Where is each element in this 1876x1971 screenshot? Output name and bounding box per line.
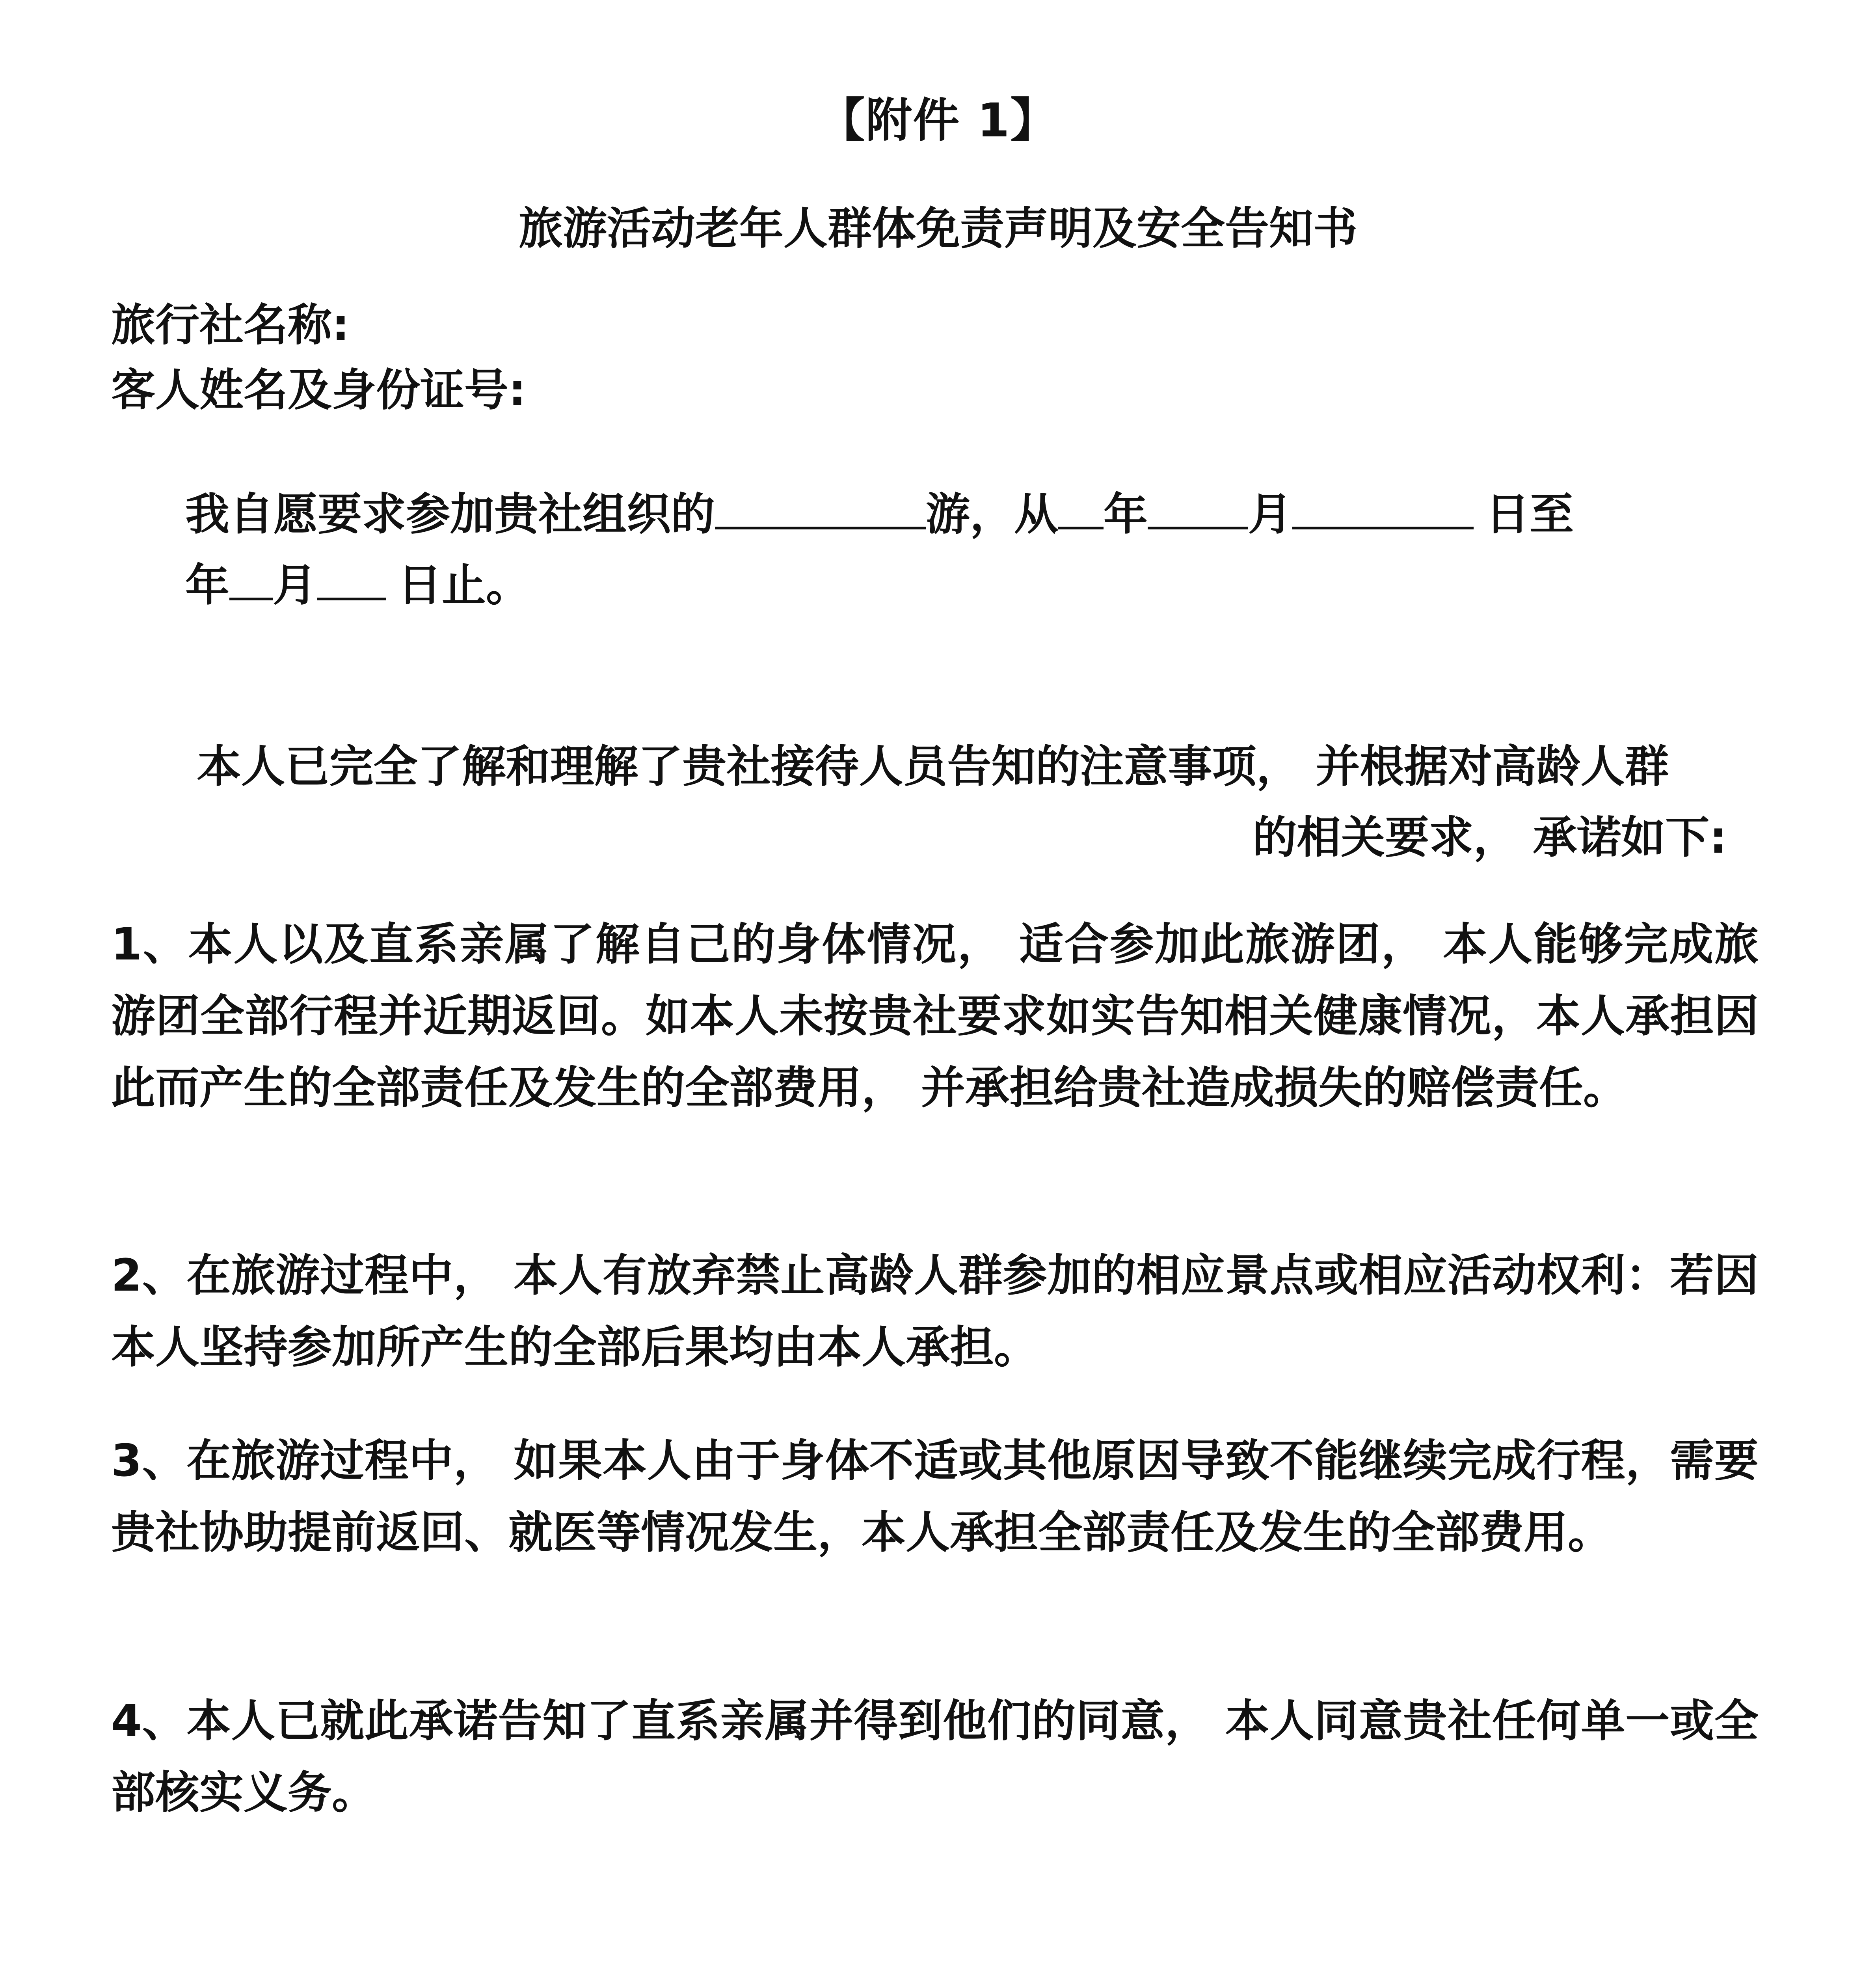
clause-4: 4、本人已就此承诺告知了直系亲属并得到他们的同意， 本人同意贵社任何单一或全部核实义务。 <box>111 1695 1759 1818</box>
trip-statement-line-2 <box>185 550 1762 621</box>
promise-intro <box>111 731 1755 873</box>
trip-text-6: 年 <box>185 560 229 611</box>
trip-text-8: 日止。 <box>398 560 530 611</box>
trip-text-5: 日至 <box>1485 489 1574 540</box>
clause-1: 1、本人以及直系亲属了解自己的身体情况， 适合参加此旅游团， 本人能够完成旅游团全部行程并近期返回。如本人未按贵社要求如实告知相关健康情况，本人承担因此而产生的全部责任及发生的全部费用， 并承担给贵社造成损失的赔偿责任。 <box>111 919 1759 1114</box>
trip-text-3: 年 <box>1104 489 1148 540</box>
tour-name-blank <box>715 487 926 529</box>
trip-statement <box>185 479 1762 621</box>
end-year-blank <box>229 558 273 600</box>
trip-statement-line-1 <box>185 479 1762 550</box>
start-year-blank <box>1058 487 1104 529</box>
trip-text-7: 月 <box>273 560 317 611</box>
trip-text-4: 月 <box>1248 489 1292 540</box>
clause-3: 3、在旅游过程中， 如果本人由于身体不适或其他原因导致不能继续完成行程，需要贵社协助提前返回、就医等情况发生，本人承担全部责任及发生的全部费用。 <box>111 1435 1759 1558</box>
promise-intro-line-1: 本人已完全了解和理解了贵社接待人员告知的注意事项， 并根据对高龄人群 <box>197 741 1669 792</box>
page-title: 旅游活动老年人群体免责声明及安全告知书 <box>519 203 1357 254</box>
end-month-blank <box>317 558 386 600</box>
trip-text-2: 游，从 <box>926 489 1058 540</box>
start-month-blank <box>1148 487 1248 529</box>
start-day-blank <box>1292 487 1474 529</box>
clause-2: 2、在旅游过程中， 本人有放弃禁止高龄人群参加的相应景点或相应活动权利：若因本人坚持参加所产生的全部后果均由本人承担。 <box>111 1250 1759 1373</box>
guest-name-id-label: 客人姓名及身份证号: <box>111 365 526 416</box>
attachment-label: 【附件 1】 <box>818 93 1058 147</box>
trip-text-1: 我自愿要求参加贵社组织的 <box>185 489 715 540</box>
travel-agency-name-label: 旅行社名称: <box>111 300 350 351</box>
promise-intro-line-2: 的相关要求， 承诺如下: <box>1253 812 1727 863</box>
